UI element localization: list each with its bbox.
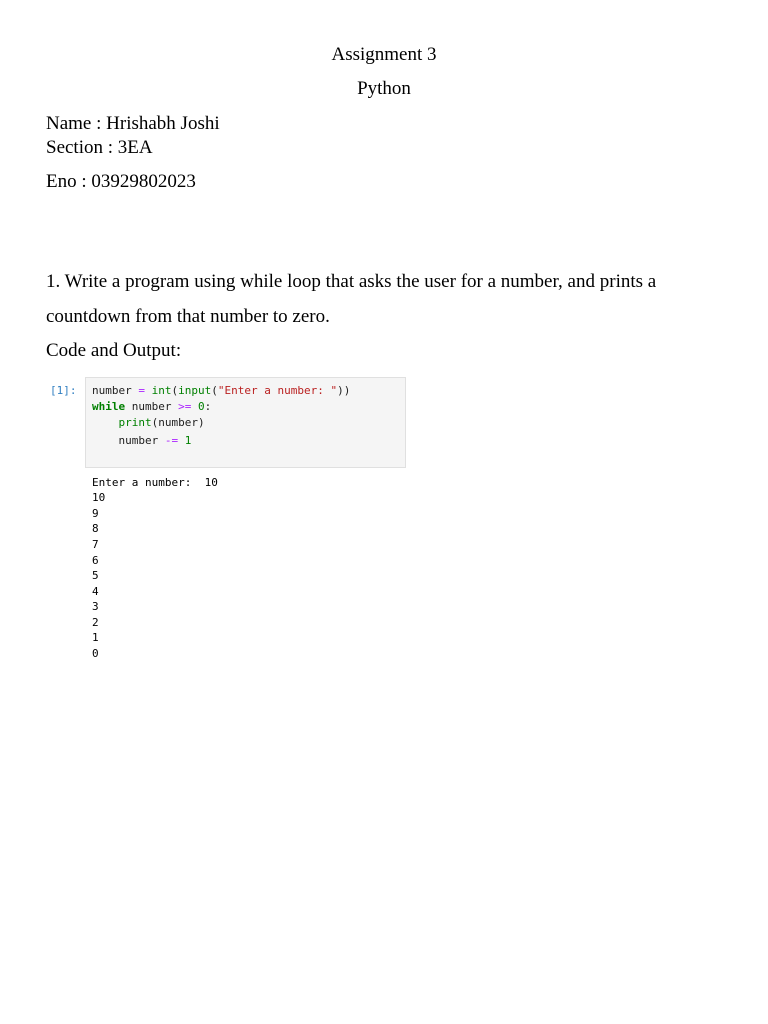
student-eno: Eno : 03929802023 <box>46 171 196 192</box>
code-line-1 <box>92 383 350 398</box>
code-token: )) <box>337 384 351 397</box>
student-name: Name : Hrishabh Joshi <box>46 113 220 134</box>
output-line: 3 <box>92 600 99 613</box>
question-text-line-1: 1. Write a program using while loop that asks the user for a number, and prints a <box>46 271 657 292</box>
output-line: 0 <box>92 647 99 660</box>
output-line: 5 <box>92 569 99 582</box>
code-token: ( <box>211 384 218 397</box>
code-token: while <box>92 400 126 413</box>
code-token <box>92 416 119 429</box>
output-line: 6 <box>92 554 99 567</box>
code-token <box>191 400 198 413</box>
code-token: number <box>125 400 179 413</box>
code-token: input <box>178 384 212 397</box>
cell-execution-prompt: [1]: <box>50 384 77 397</box>
student-section: Section : 3EA <box>46 137 153 158</box>
code-and-output-label: Code and Output: <box>46 340 182 361</box>
code-token: "Enter a number: " <box>217 384 338 397</box>
output-line: 4 <box>92 585 99 598</box>
code-token: print <box>118 416 152 429</box>
code-token: 1 <box>184 434 192 447</box>
code-token: 0 <box>197 400 205 413</box>
output-line: Enter a number: 10 <box>92 476 218 489</box>
code-line-2 <box>92 399 211 414</box>
code-token: -= <box>164 434 179 447</box>
output-line: 9 <box>92 507 99 520</box>
code-token: (number) <box>151 416 205 429</box>
code-line-4 <box>92 433 191 448</box>
question-text-line-2: countdown from that number to zero. <box>46 306 330 327</box>
code-token: number <box>92 384 132 397</box>
code-token <box>178 434 185 447</box>
code-token: number <box>92 434 165 447</box>
subject-title: Python <box>357 78 411 99</box>
output-line: 10 <box>92 491 106 504</box>
code-token: ( <box>171 384 179 397</box>
output-line: 2 <box>92 616 99 629</box>
code-token: : <box>204 400 212 413</box>
code-line-3 <box>92 415 205 430</box>
code-token: >= <box>178 400 192 413</box>
output-line: 7 <box>92 538 99 551</box>
assignment-title: Assignment 3 <box>331 44 437 65</box>
code-token: int <box>151 384 172 397</box>
output-line: 1 <box>92 631 99 644</box>
output-line: 8 <box>92 522 99 535</box>
code-cell[interactable] <box>85 377 406 468</box>
code-token: = <box>131 384 152 397</box>
